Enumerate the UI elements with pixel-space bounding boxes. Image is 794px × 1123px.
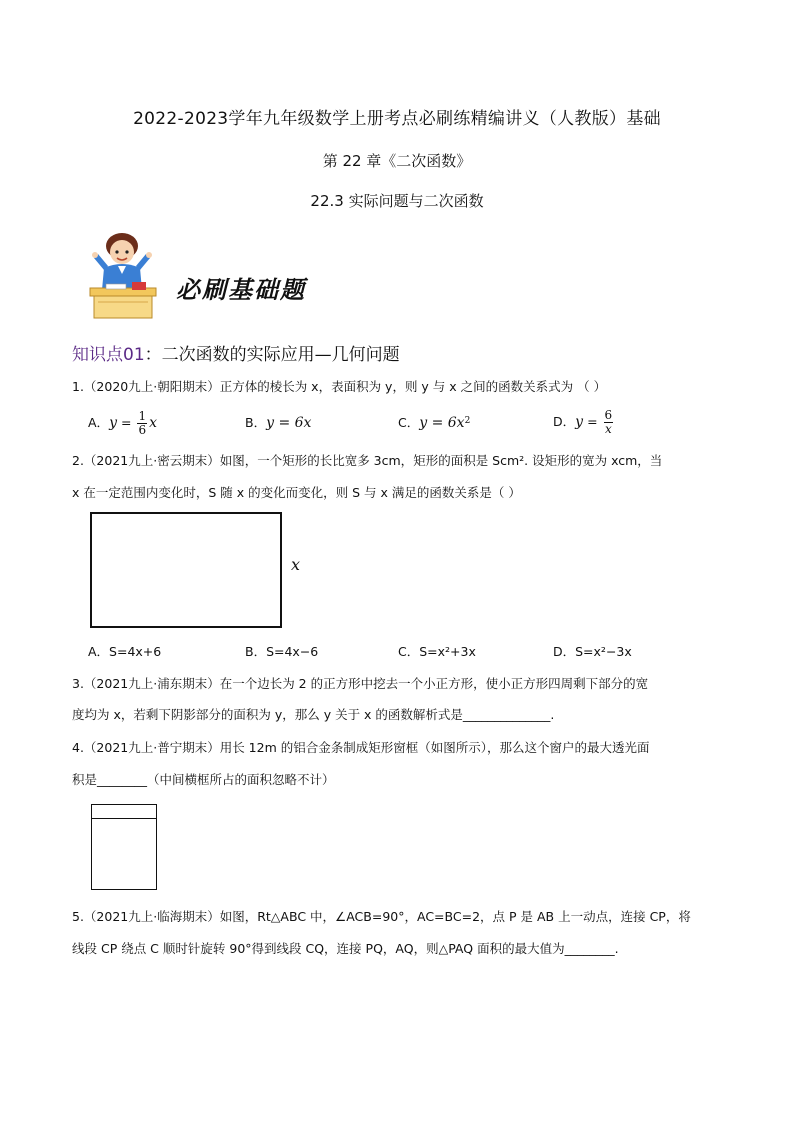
badge	[86, 228, 326, 323]
q1-option-c-expr: y = 6x	[419, 415, 465, 431]
knowledge-point-text: 二次函数的实际应用—几何问题	[161, 345, 400, 365]
teacher-illustration	[86, 228, 166, 320]
q1-option-b-label: B．	[245, 415, 267, 430]
q4-stem-line2: 积是________（中间横框所占的面积忽略不计）	[72, 772, 335, 787]
q1-option-a: A． y = $\frac{1}{6}$ x	[88, 408, 158, 437]
q2-option-c: C．S=x²+3x	[398, 644, 476, 659]
q1-option-b	[245, 406, 311, 440]
q1-d-denominator: x	[604, 421, 612, 436]
q1-stem: 1.（2020九上·朝阳期末）正方体的棱长为 x，表面积为 y，则 y 与 x 之间的函数关系式为 （ ）	[72, 379, 607, 394]
q1-a-numerator: 1	[138, 408, 147, 423]
q5-stem-line2: 线段 CP 绕点 C 顺时针旋转 90°得到线段 CQ，连接 PQ，AQ，则△PAQ 面积的最大值为________.	[72, 941, 619, 956]
q1-option-a-fraction	[137, 410, 147, 437]
knowledge-point-label: 知识点01	[72, 345, 145, 365]
q3-stem-line2: 度均为 x，若剩下阴影部分的面积为 y，那么 y 关于 x 的函数解析式是______________.	[72, 707, 555, 722]
badge-title: 必刷基础题	[176, 275, 306, 304]
q2-stem-line1: 2.（2021九上·密云期末）如图，一个矩形的长比宽多 3cm，矩形的面积是 Scm². 设矩形的宽为 xcm，当	[72, 453, 663, 468]
knowledge-point-heading	[72, 340, 400, 365]
q2-option-d: D．S=x²−3x	[553, 644, 632, 659]
q4-window-frame-figure	[91, 804, 157, 890]
q2-option-a: A．S=4x+6	[88, 644, 162, 659]
q2-stem-line2: x 在一定范围内变化时，S 随 x 的变化而变化，则 S 与 x 满足的函数关系是（ ）	[72, 485, 521, 500]
q2-option-b: B．S=4x−6	[245, 644, 319, 659]
q4-stem-line1: 4.（2021九上·普宁期末）用长 12m 的铝合金条制成矩形窗框（如图所示），那么这个窗户的最大透光面	[72, 740, 650, 755]
q2-figure-label: x	[291, 555, 301, 574]
q1-option-c-label: C．	[398, 415, 420, 430]
q5-stem-line1: 5.（2021九上·临海期末）如图，Rt△ABC 中，∠ACB=90°，AC=BC=2，点 P 是 AB 上一动点，连接 CP，将	[72, 909, 691, 924]
q1-option-b-expr: y = 6x	[266, 415, 312, 431]
q4-window-crossbar	[92, 818, 156, 819]
q1-a-denominator: 6	[138, 422, 147, 437]
q1-option-c	[398, 406, 470, 440]
q3-stem-line1: 3.（2021九上·浦东期末）在一个边长为 2 的正方形中挖去一个小正方形，使小正方形四周剩下部分的宽	[72, 676, 649, 691]
section-title: 22.3 实际问题与二次函数	[310, 192, 484, 210]
q1-option-d-label: D．	[553, 414, 576, 429]
chapter-title: 第 22 章《二次函数》	[322, 152, 472, 170]
q1-d-numerator: 6	[604, 407, 613, 422]
document-title: 2022-2023学年九年级数学上册考点必刷练精编讲义（人教版）基础	[133, 109, 661, 129]
q1-option-d-fraction	[604, 409, 614, 436]
q1-option-c-sup: 2	[464, 416, 471, 426]
q1-option-a-label: A．	[88, 415, 110, 430]
q1-option-d: D． y = $\frac{6}{x}$	[553, 407, 613, 436]
q2-rectangle-figure	[90, 512, 282, 628]
knowledge-point-sep: ：	[144, 345, 162, 365]
